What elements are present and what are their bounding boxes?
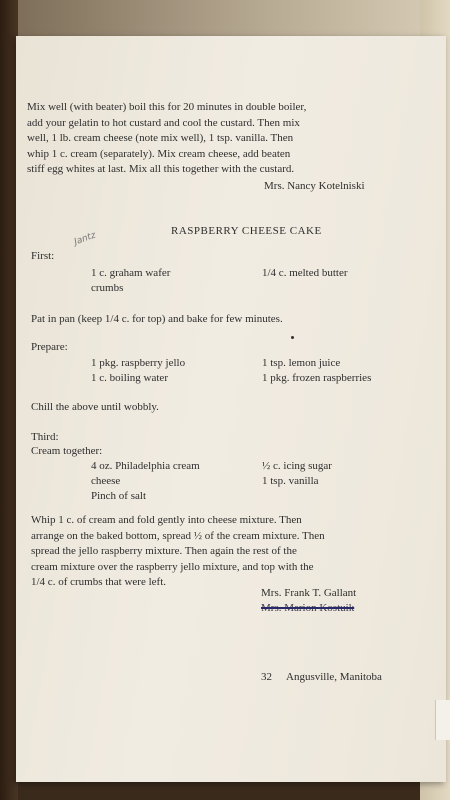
prepare-ingredient: 1 tsp. lemon juice — [262, 357, 341, 369]
prepare-label: Prepare: — [31, 341, 68, 353]
prepare-ingredient: 1 pkg. frozen raspberries — [262, 372, 372, 384]
final-line: cream mixture over the raspberry jello mixture, and top with the — [31, 560, 314, 573]
book-page — [16, 36, 446, 782]
handwritten-note: Jantz — [72, 230, 98, 248]
third-ingredient: cheese — [91, 475, 121, 487]
first-ingredient: crumbs — [91, 282, 124, 294]
final-line: 1/4 c. of crumbs that were left. — [31, 576, 167, 588]
prepare-ingredient: 1 c. boiling water — [91, 372, 168, 384]
first-label: First: — [31, 250, 55, 262]
third-sublabel: Cream together: — [31, 445, 103, 457]
footer-location: Angusville, Manitoba — [286, 671, 382, 683]
intro-line: Mix well (with beater) boil this for 20 minutes in double boiler, — [27, 101, 307, 113]
third-ingredient: 1 tsp. vanilla — [262, 475, 319, 487]
first-ingredient: 1 c. graham wafer — [91, 267, 171, 279]
intro-line: add your gelatin to hot custard and cool the custard. Then mix — [27, 116, 300, 129]
prepare-ingredient: 1 pkg. raspberry jello — [91, 357, 186, 369]
third-ingredient: ½ c. icing sugar — [262, 460, 332, 472]
intro-line: whip 1 c. cream (separately). Mix cream cheese, add beaten — [27, 147, 291, 160]
attribution-struck: Mrs. Marion Kostuik — [261, 602, 355, 614]
page-tab — [435, 700, 450, 740]
first-instruction: Pat in pan (keep 1/4 c. for top) and bake for few minutes. — [31, 313, 283, 325]
attribution-gallant: Mrs. Frank T. Gallant — [261, 587, 357, 599]
prepare-instruction: Chill the above until wobbly. — [31, 401, 159, 413]
intro-line: well, 1 lb. cream cheese (note mix well), 1 tsp. vanilla. Then — [27, 132, 294, 144]
third-ingredient: 4 oz. Philadelphia cream — [91, 460, 200, 472]
ink-spot — [291, 336, 294, 339]
page-number: 32 — [261, 671, 272, 683]
intro-line: stiff egg whites at last. Mix all this together with the custard. — [27, 163, 295, 175]
intro-attribution: Mrs. Nancy Kotelniski — [264, 180, 365, 192]
background-top — [0, 0, 450, 40]
third-label: Third: — [31, 431, 59, 443]
final-line: spread the jello raspberry mixture. Then again the rest of the — [31, 545, 297, 557]
final-line: Whip 1 c. of cream and fold gently into cheese mixture. Then — [31, 514, 302, 526]
first-ingredient: 1/4 c. melted butter — [262, 267, 348, 279]
final-paragraph — [31, 513, 439, 591]
final-line: arrange on the baked bottom, spread ½ of the cream mixture. Then — [31, 529, 325, 542]
intro-paragraph — [27, 100, 439, 178]
recipe-title: RASPBERRY CHEESE CAKE — [171, 225, 322, 237]
third-ingredient: Pinch of salt — [91, 490, 146, 502]
